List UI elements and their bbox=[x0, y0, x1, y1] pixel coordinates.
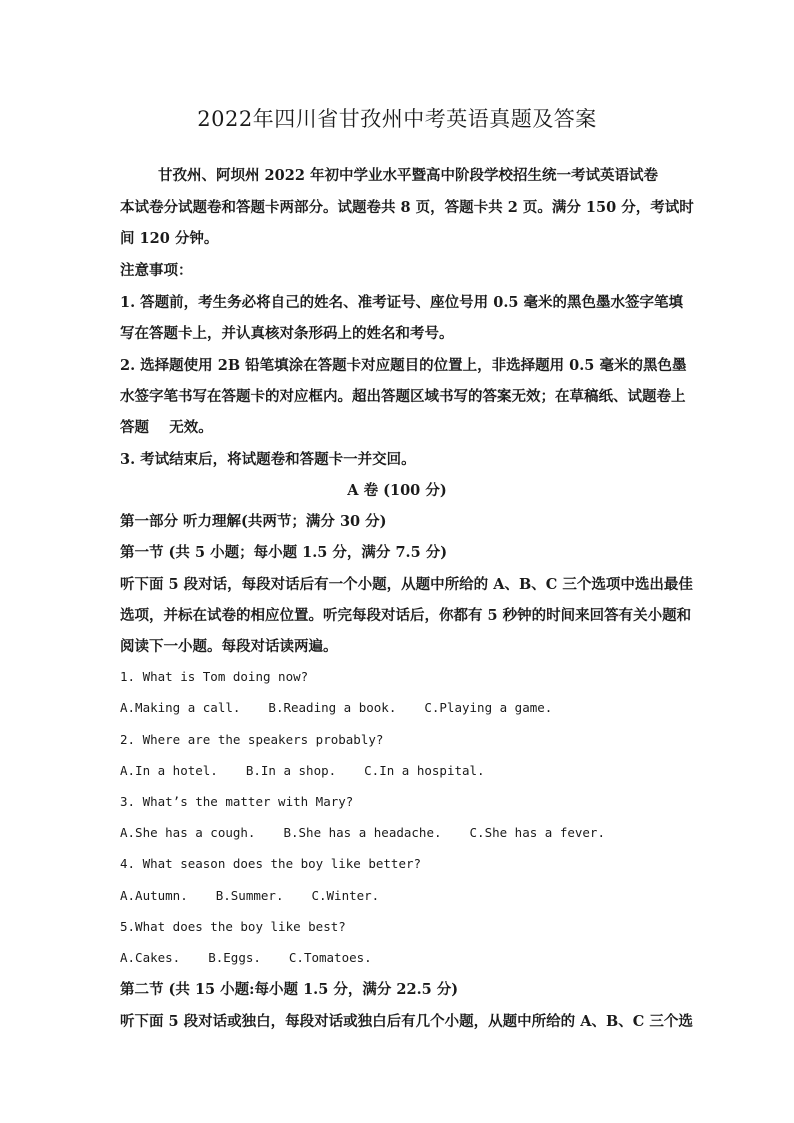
document-title: 2022年四川省甘孜州中考英语真题及答案 bbox=[197, 107, 597, 131]
notice-item-1-line-2: 写在答题卡上，并认真核对条形码上的姓名和考号。 bbox=[120, 325, 454, 342]
notice-item-2-line-1: 2. 选择题使用 2B 铅笔填涂在答题卡对应题目的位置上，非选择题用 0.5 毫米的黑色墨 bbox=[120, 357, 687, 374]
section1-instruction-line-1: 听下面 5 段对话，每段对话后有一个小题，从题中所给的 A、B、C 三个选项中选出最佳 bbox=[120, 576, 693, 593]
question-4-options bbox=[120, 888, 379, 903]
section2-instruction-line-1: 听下面 5 段对话或独白，每段对话或独白后有几个小题，从题中所给的 A、B、C 三个选 bbox=[120, 1013, 693, 1030]
notice-item-1-line-1: 1. 答题前，考生务必将自己的姓名、准考证号、座位号用 0.5 毫米的黑色墨水签字笔填 bbox=[120, 294, 684, 311]
question-4-option-c: C.Winter. bbox=[311, 888, 380, 903]
question-3-option-b: B.She has a headache. bbox=[283, 825, 442, 840]
question-2-option-a: A.In a hotel. bbox=[120, 763, 218, 778]
question-1: 1. What is Tom doing now? bbox=[120, 669, 309, 684]
question-2: 2. Where are the speakers probably? bbox=[120, 732, 384, 747]
question-5-options bbox=[120, 950, 372, 965]
question-1-options bbox=[120, 700, 552, 715]
question-2-options bbox=[120, 763, 485, 778]
section1-heading: 第一节 (共 5 小题；每小题 1.5 分，满分 7.5 分) bbox=[120, 544, 448, 561]
question-2-option-b: B.In a shop. bbox=[245, 763, 337, 778]
question-3-option-c: C.She has a fever. bbox=[469, 825, 605, 840]
question-5-option-b: B.Eggs. bbox=[208, 950, 261, 965]
question-2-option-c: C.In a hospital. bbox=[364, 763, 485, 778]
question-1-option-a: A.Making a call. bbox=[120, 700, 241, 715]
section2-heading: 第二节 (共 15 小题:每小题 1.5 分，满分 22.5 分) bbox=[120, 981, 459, 998]
section1-instruction-line-2: 选项，并标在试卷的相应位置。听完每段对话后，你都有 5 秒钟的时间来回答有关小题和 bbox=[120, 607, 692, 624]
intro-line-2: 间 120 分钟。 bbox=[120, 230, 219, 247]
notice-item-2-line-2: 水签字笔书写在答题卡的对应框内。超出答题区域书写的答案无效；在草稿纸、试题卷上 bbox=[120, 388, 686, 405]
notice-heading: 注意事项： bbox=[120, 262, 193, 279]
volume-a-heading: A 卷 (100 分) bbox=[347, 482, 447, 499]
exam-subtitle: 甘孜州、阿坝州 2022 年初中学业水平暨高中阶段学校招生统一考试英语试卷 bbox=[158, 167, 658, 184]
question-1-option-b: B.Reading a book. bbox=[268, 700, 397, 715]
question-3-option-a: A.She has a cough. bbox=[120, 825, 256, 840]
question-3-options bbox=[120, 825, 605, 840]
section1-instruction-line-3: 阅读下一小题。每段对话读两遍。 bbox=[120, 638, 338, 655]
question-4-option-b: B.Summer. bbox=[215, 888, 284, 903]
intro-line-1: 本试卷分试题卷和答题卡两部分。试题卷共 8 页，答题卡共 2 页。满分 150 分，考试时 bbox=[120, 199, 694, 216]
question-5-option-c: C.Tomatoes. bbox=[288, 950, 372, 965]
question-3: 3. What’s the matter with Mary? bbox=[120, 794, 354, 809]
question-4: 4. What season does the boy like better? bbox=[120, 856, 422, 871]
question-1-option-c: C.Playing a game. bbox=[424, 700, 553, 715]
question-4-option-a: A.Autumn. bbox=[120, 888, 188, 903]
notice-item-3: 3. 考试结束后，将试题卷和答题卡一并交回。 bbox=[120, 451, 416, 468]
question-5-option-a: A.Cakes. bbox=[120, 950, 181, 965]
part1-heading: 第一部分 听力理解(共两节；满分 30 分) bbox=[120, 513, 387, 530]
question-5: 5.What does the boy like best? bbox=[120, 919, 346, 934]
notice-item-2-line-3: 答题 无效。 bbox=[120, 419, 213, 436]
